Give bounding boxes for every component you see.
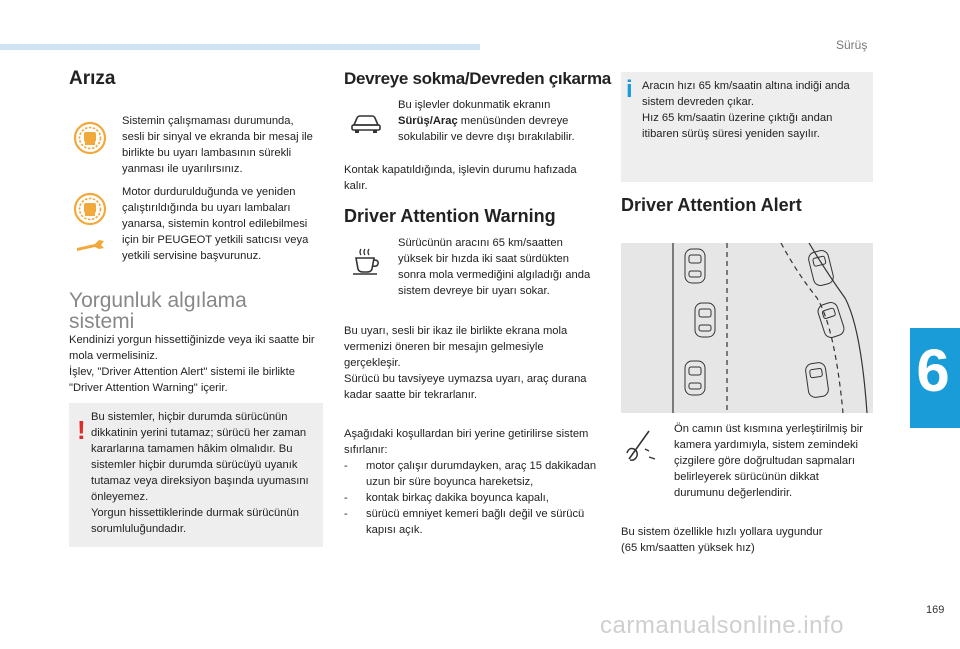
- fault-paragraph-2: Motor durdurulduğunda ve yeniden çalıştırıldığında bu uyarı lambaları yanarsa, sistemin kontrol edilebilmesi için bir PEUGEOT yetkili satıcısı veya yetkili servisine başvurunuz.: [122, 186, 309, 262]
- alert-paragraph-1: Bu uyarı, sesli bir ikaz ile birlikte ekrana mola vermenizi öneren bir mesajın gelmesiyle gerçekleşir.: [344, 325, 568, 369]
- activate-paragraph: Bu işlevler dokunmatik ekranın Sürüş/Araç menüsünden devreye sokulabilir ve devre dışı bırakılabilir.: [398, 99, 575, 143]
- info-icon: i: [626, 76, 633, 103]
- chapter-tab: [910, 328, 960, 428]
- daa-title: Driver Attention Alert: [621, 195, 802, 215]
- fatigue-title-line-2: sistemi: [69, 310, 135, 333]
- daw-paragraph: Sürücünün aracını 65 km/saatten yüksek bir hızda iki saat sürdükten sonra mola vermediğini algıladığı anda sistem devreye bir uyarı sokar.: [398, 237, 591, 297]
- wrench-icon: [70, 224, 110, 264]
- chapter-number: 6: [916, 337, 950, 404]
- reset-list: [344, 458, 600, 538]
- header-bar: [0, 44, 480, 50]
- watermark: carmanualsonline.info: [600, 612, 844, 639]
- info-note-box: [621, 72, 873, 182]
- activate-title: Devreye sokma/Devreden çıkarma: [344, 69, 611, 88]
- coffee-cup-icon: [346, 242, 386, 282]
- highway-line-1: Bu sistem özellikle hızlı yollara uygundur: [621, 526, 823, 538]
- lane-camera-icon: [622, 425, 662, 465]
- car-menu-icon: [346, 103, 386, 143]
- info-note-text-1: Aracın hızı 65 km/saatin altına indiği anda sistem devreden çıkar.: [642, 80, 850, 108]
- alert-paragraph-2: Sürücü bu tavsiyeye uymazsa uyarı, araç durana kadar saatte bir tekrarlanır.: [344, 373, 587, 401]
- list-item: - sürücü emniyet kemeri bağlı değil ve sürücü kapısı açık.: [344, 508, 585, 536]
- daw-title: Driver Attention Warning: [344, 206, 556, 226]
- list-item: - kontak birkaç dakika boyunca kapalı,: [344, 492, 549, 504]
- fatigue-title-line-1: Yorgunluk algılama: [69, 289, 247, 312]
- lane-drift-illustration: [621, 243, 873, 413]
- reset-intro: Aşağıdaki koşullardan biri yerine getirilirse sistem sıfırlanır:: [344, 428, 589, 456]
- menu-path-label: Sürüş/Araç: [398, 115, 458, 127]
- fatigue-paragraph-2: İşlev, "Driver Attention Alert" sistemi ile birlikte "Driver Attention Warning" içerir.: [69, 366, 295, 394]
- fault-title: Arıza: [69, 68, 116, 89]
- warning-note-text-2: Yorgun hissettiklerinde durmak sürücünün sorumluluğundadır.: [91, 507, 299, 535]
- warning-note-box: [69, 403, 323, 547]
- warning-icon: !: [77, 415, 86, 445]
- page-number: 169: [926, 604, 945, 616]
- camera-paragraph: Ön camın üst kısmına yerleştirilmiş bir kamera yardımıyla, sistem zemindeki çizgilere göre doğrultudan sapmaları belirleyerek sürücünün dikkat durumunu değerlendirir.: [674, 423, 863, 499]
- system-fault-icon: [70, 118, 110, 158]
- info-note-text-2: Hız 65 km/saatin üzerine çıktığı andan itibaren sürüş süresi yeniden sayılır.: [642, 112, 833, 140]
- ignition-paragraph: Kontak kapatıldığında, işlevin durumu hafızada kalır.: [344, 164, 577, 192]
- warning-note-text-1: Bu sistemler, hiçbir durumda sürücünün dikkatinin yerini tutamaz; sürücü her zaman kararlarına tamamen hâkim olmalıdır. Bu sistemler hiçbir durumda sürücüyü uyanık tutamaz veya direksiyon başında uyumasını önleyemez.: [91, 411, 309, 503]
- list-item: - motor çalışır durumdayken, araç 15 dakikadan uzun bir süre boyunca hareketsiz,: [344, 460, 597, 488]
- highway-line-2: (65 km/saatten yüksek hız): [621, 542, 755, 554]
- system-fault-icon-2: [70, 189, 110, 229]
- section-label: Sürüş: [836, 38, 868, 52]
- fatigue-paragraph-1: Kendinizi yorgun hissettiğinizde veya iki saatte bir mola vermelisiniz.: [69, 334, 315, 362]
- fault-paragraph-1: Sistemin çalışmaması durumunda, sesli bir sinyal ve ekranda bir mesaj ile birlikte bu uyarı lambasının sürekli yanması ile uyarılırsınız.: [122, 115, 313, 175]
